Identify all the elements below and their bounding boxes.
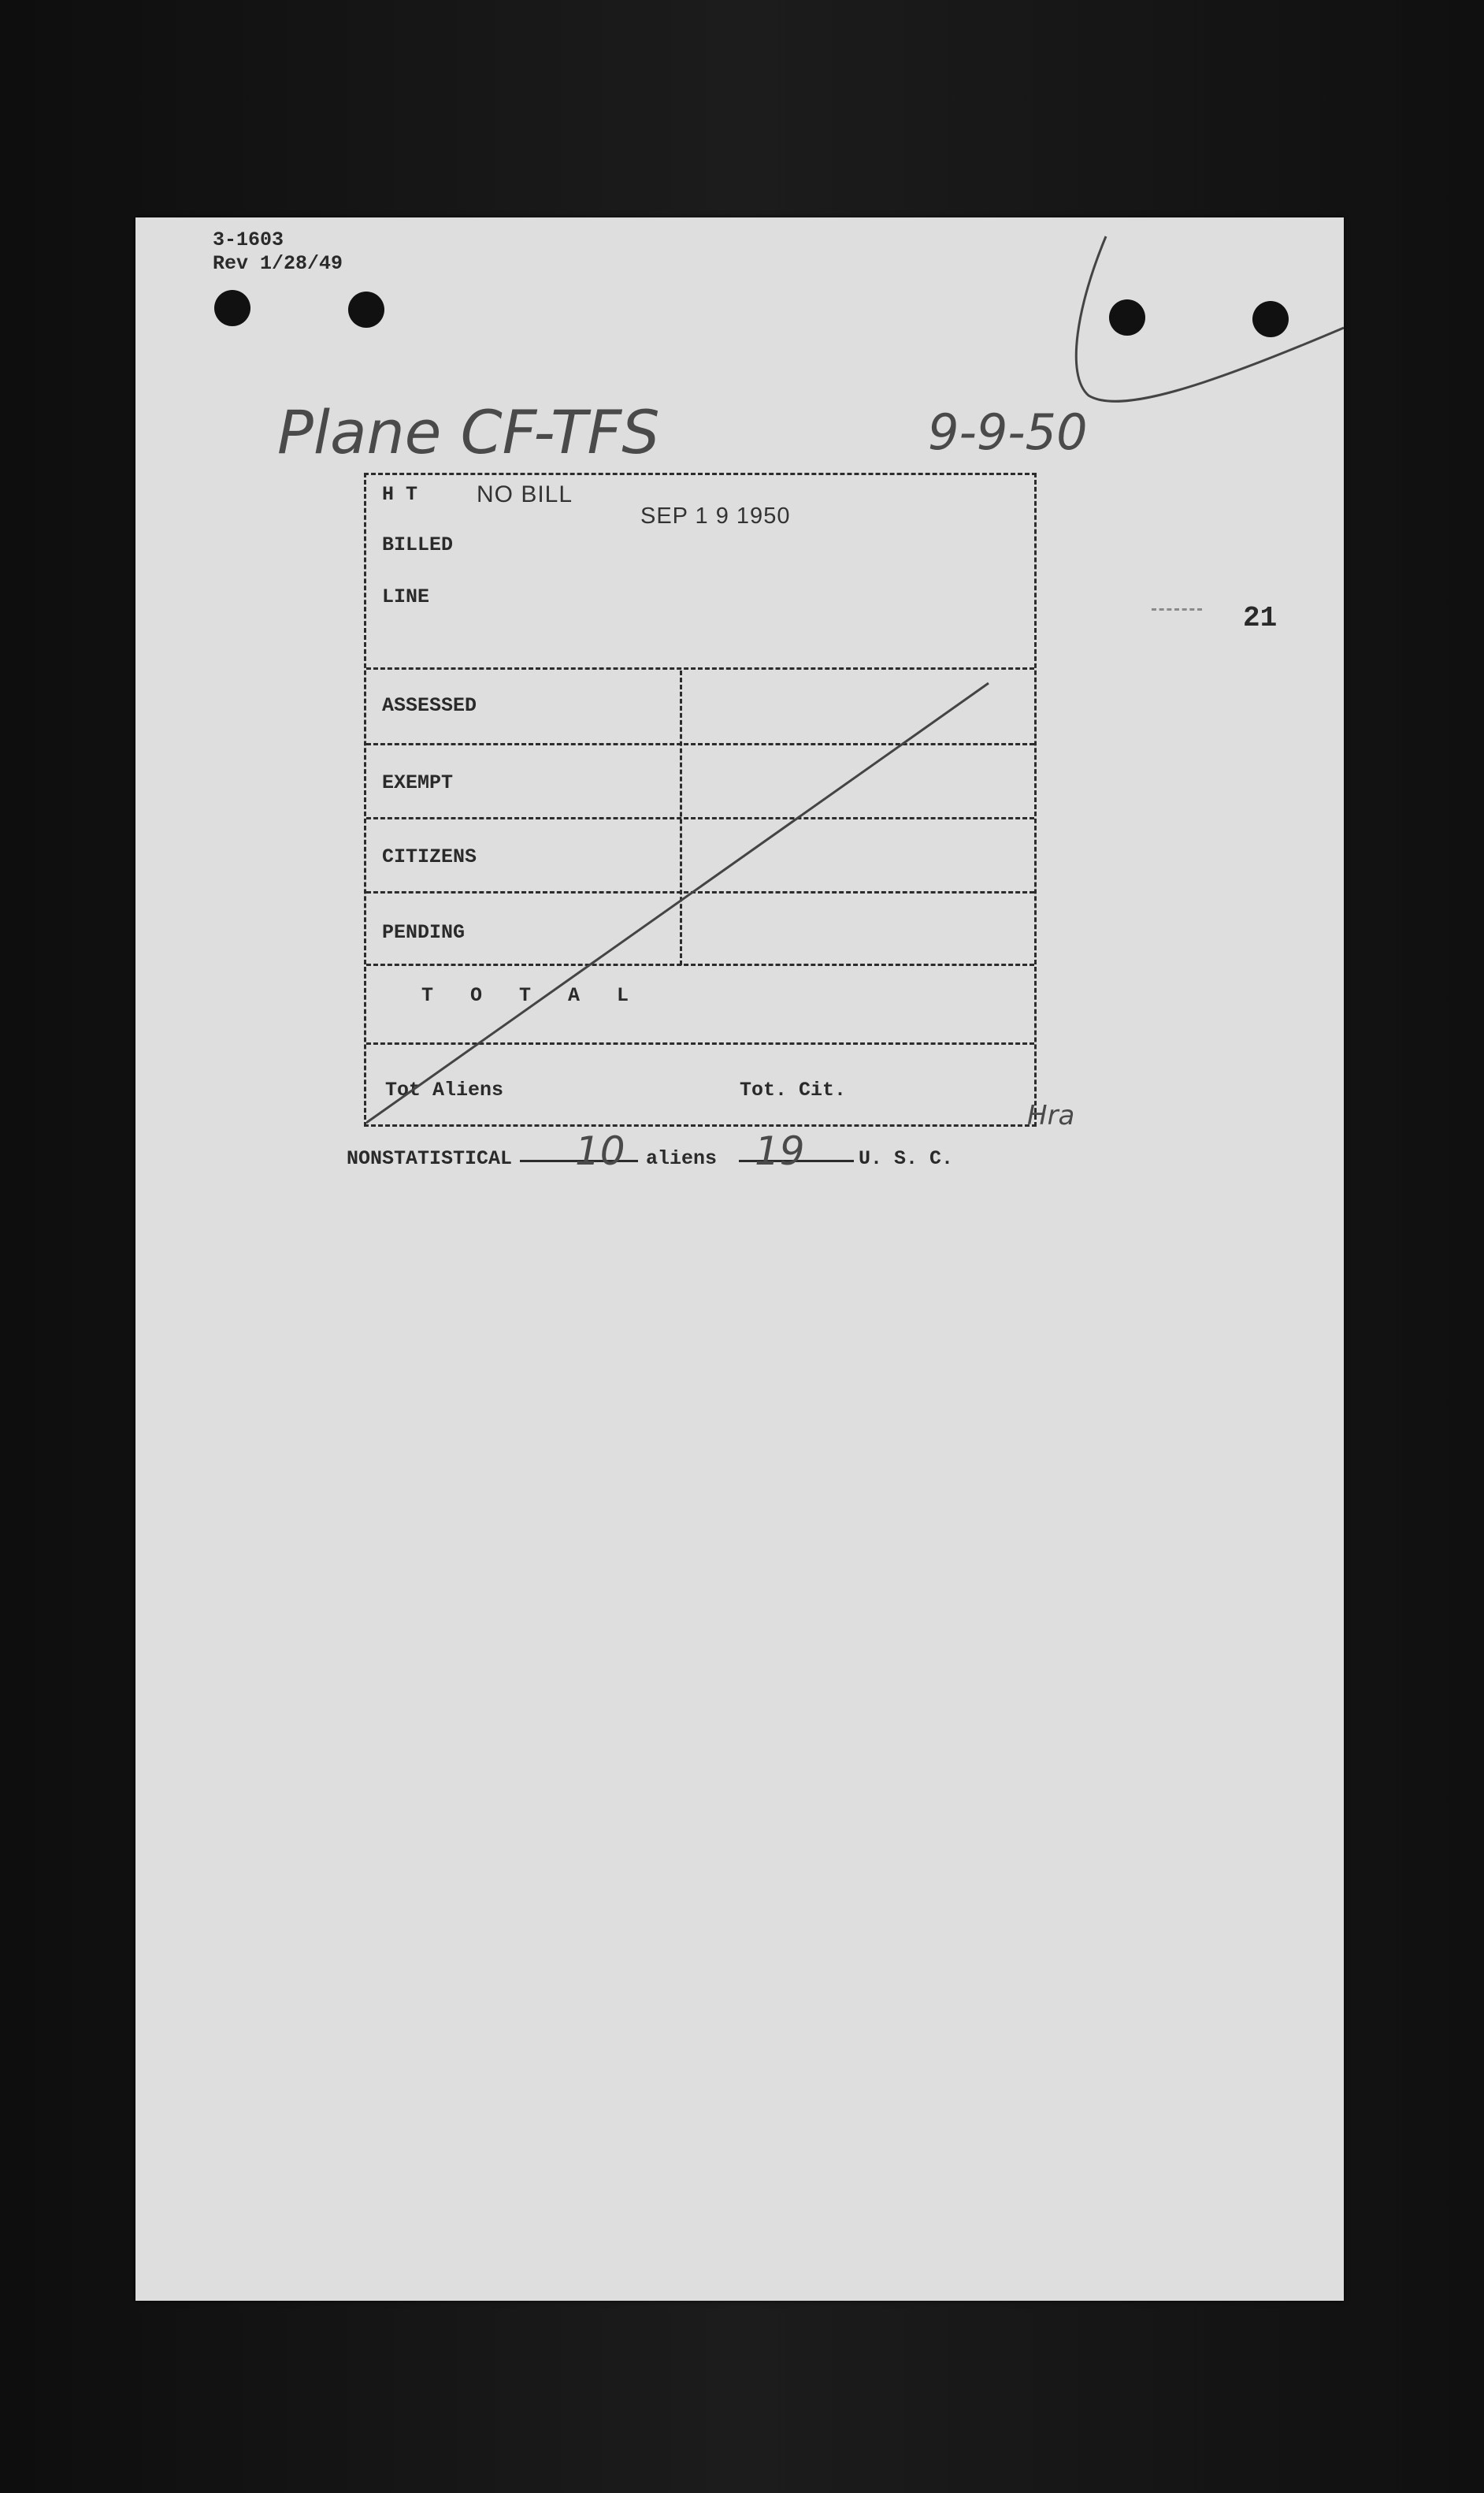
usc-label: U. S. C. — [859, 1147, 954, 1170]
aliens-label: aliens — [646, 1147, 718, 1170]
handwritten-aliens-count: 10 — [575, 1128, 625, 1174]
assessed-label: ASSESSED — [382, 694, 477, 717]
handwritten-initials: Hra — [1027, 1100, 1075, 1131]
form-number: 3-1603 — [213, 228, 284, 251]
form-revision: Rev 1/28/49 — [213, 252, 343, 275]
exempt-label: EXEMPT — [382, 771, 454, 794]
page-number: 21 — [1243, 602, 1278, 634]
handwritten-usc-count: 19 — [755, 1128, 805, 1174]
no-bill-stamp: NO BILL — [477, 481, 573, 507]
handwritten-plane: Plane CF-TFS — [277, 397, 660, 467]
faint-mark — [1152, 608, 1202, 611]
strike-line — [366, 475, 1034, 1124]
tot-aliens-label: Tot Aliens — [385, 1079, 504, 1102]
date-stamp: SEP 1 9 1950 — [640, 503, 791, 529]
line-label: LINE — [382, 585, 430, 608]
manifest-table — [364, 473, 1037, 1127]
citizens-label: CITIZENS — [382, 845, 477, 868]
ht-label: H T — [382, 483, 418, 506]
handwritten-date: 9-9-50 — [928, 403, 1088, 461]
nonstatistical-label: NONSTATISTICAL — [347, 1147, 513, 1170]
total-label: T O T A L — [421, 984, 642, 1007]
pending-label: PENDING — [382, 921, 466, 944]
tot-cit-label: Tot. Cit. — [740, 1079, 847, 1102]
billed-label: BILLED — [382, 533, 454, 556]
